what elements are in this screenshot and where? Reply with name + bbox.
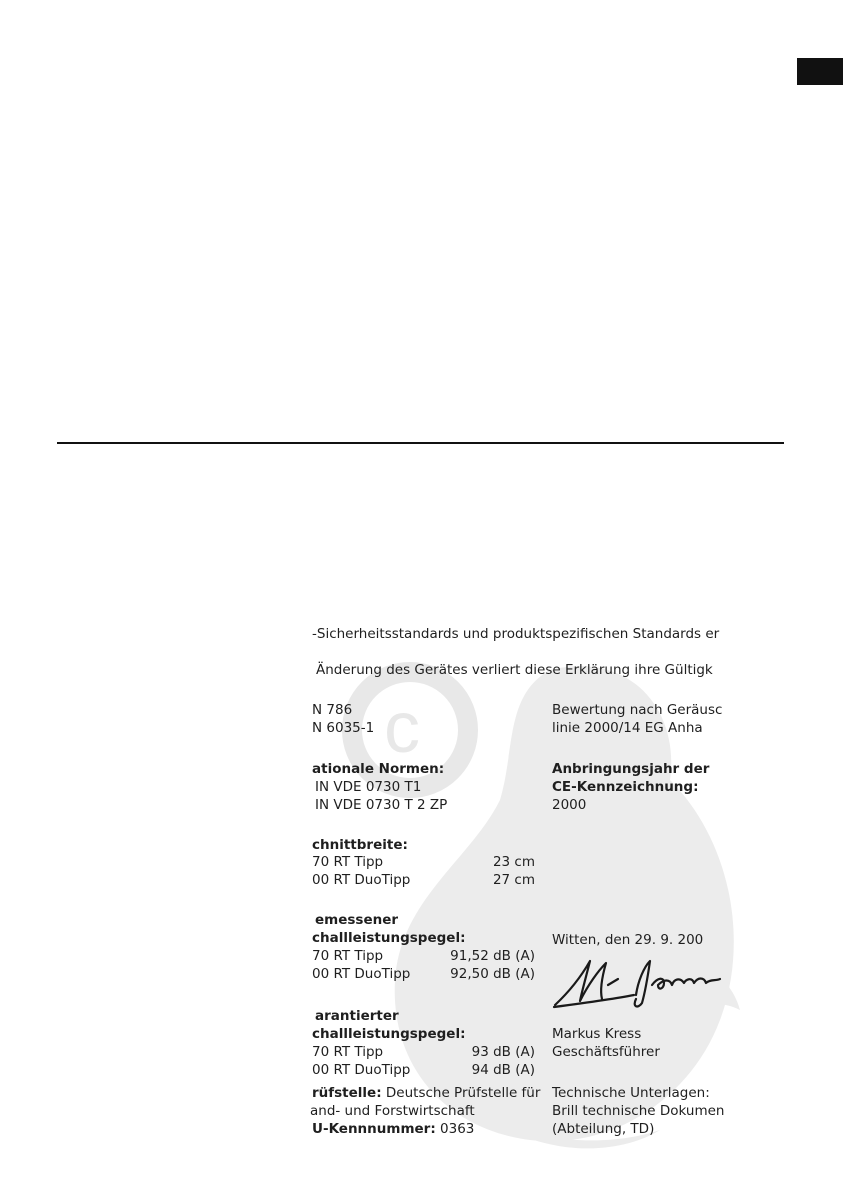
- national-norm-2: IN VDE 0730 T 2 ZP: [315, 797, 448, 813]
- guaranteed-value-2: 94 dB (A): [471, 1062, 535, 1078]
- cut-width-model-2: 00 RT DuoTipp: [312, 872, 411, 888]
- measured-value-2: 92,50 dB (A): [450, 966, 535, 982]
- measured-heading-2: challleistungspegel:: [312, 930, 466, 946]
- svg-text:c: c: [384, 688, 420, 768]
- cut-width-value-2: 27 cm: [492, 872, 535, 888]
- measured-value-1: 91,52 dB (A): [450, 948, 535, 964]
- intro-line-2: Änderung des Gerätes verliert diese Erklärung ihre Gültigk: [316, 662, 713, 678]
- signer-title: Geschäftsführer: [552, 1044, 660, 1060]
- tech-docs-department: (Abteilung, TD): [552, 1121, 655, 1137]
- measured-model-1: 70 RT Tipp: [312, 948, 384, 964]
- eu-number-label: U-Kennnummer:: [312, 1121, 436, 1137]
- test-body-label: rüfstelle:: [312, 1085, 382, 1101]
- guaranteed-model-2: 00 RT DuoTipp: [312, 1062, 411, 1078]
- handwritten-signature: [552, 955, 727, 1010]
- cut-width-value-1: 23 cm: [492, 854, 535, 870]
- guaranteed-heading-2: challleistungspegel:: [312, 1026, 466, 1042]
- test-body-line-2: and- und Forstwirtschaft: [310, 1103, 475, 1119]
- measured-model-2: 00 RT DuoTipp: [312, 966, 411, 982]
- cut-width-heading: chnittbreite:: [312, 837, 408, 853]
- standard-2: N 6035-1: [312, 720, 375, 736]
- standard-1: N 786: [312, 702, 353, 718]
- eu-number-value: 0363: [435, 1121, 475, 1137]
- test-body-name: Deutsche Prüfstelle für: [381, 1085, 541, 1101]
- standard-note-2: linie 2000/14 EG Anha: [552, 720, 703, 736]
- guaranteed-value-1: 93 dB (A): [471, 1044, 535, 1060]
- tech-docs-company: Brill technische Dokumen: [552, 1103, 725, 1119]
- language-tab-marker: [797, 58, 843, 85]
- standard-note-1: Bewertung nach Geräusc: [552, 702, 723, 718]
- ce-heading-1: Anbringungsjahr der: [552, 761, 710, 777]
- national-norm-1: IN VDE 0730 T1: [315, 779, 422, 795]
- horizontal-rule: [57, 442, 784, 444]
- test-body-line-1: [312, 1084, 540, 1102]
- tech-docs-heading: Technische Unterlagen:: [552, 1085, 710, 1101]
- cut-width-model-1: 70 RT Tipp: [312, 854, 384, 870]
- ce-year: 2000: [552, 797, 587, 813]
- eu-number-line: [312, 1120, 474, 1138]
- national-norms-heading: ationale Normen:: [312, 761, 445, 777]
- ce-heading-2: CE-Kennzeichnung:: [552, 779, 699, 795]
- guaranteed-model-1: 70 RT Tipp: [312, 1044, 384, 1060]
- place-date: Witten, den 29. 9. 200: [552, 932, 704, 948]
- guaranteed-heading-1: arantierter: [315, 1008, 399, 1024]
- signer-name: Markus Kress: [552, 1026, 642, 1042]
- intro-line-1: -Sicherheitsstandards und produktspezifischen Standards er: [312, 626, 720, 642]
- measured-heading-1: emessener: [315, 912, 399, 928]
